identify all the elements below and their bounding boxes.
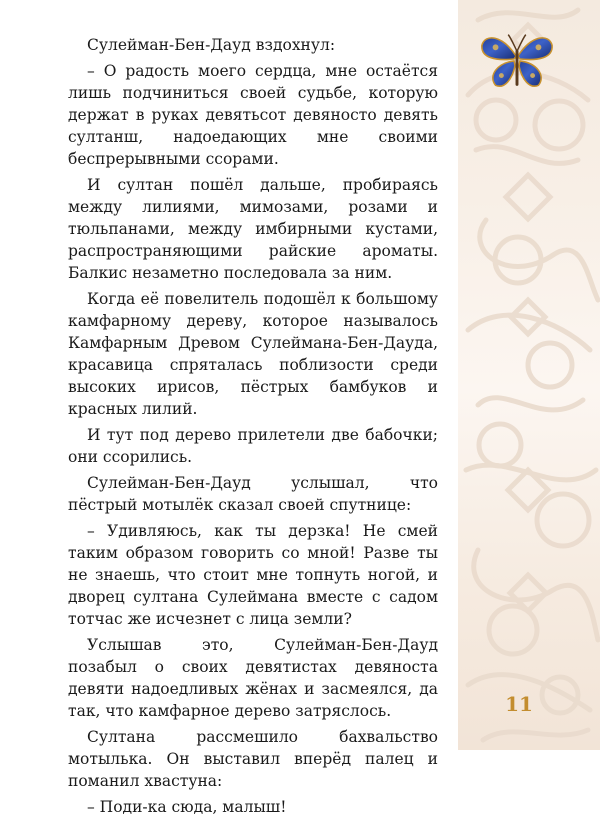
paragraph-10: – Поди-ка сюда, малыш! (87, 798, 287, 816)
paragraph-7: – Удивляюсь, как ты дерзка! Не смей таким образом говорить со мной! Разве ты не знаешь, что стоит мне топнуть ногой, и дворец султана Сулеймана вместе с садом тотчас же исчезнет с лица земли? (68, 522, 438, 628)
paragraph-9: Султана рассмешило бахвальство мотылька. Он выставил вперёд палец и поманил хвастуна: (68, 728, 438, 790)
paragraph-6: Сулейман-Бен-Дауд услышал, что пёстрый мотылёк сказал своей спутнице: (68, 474, 438, 514)
paragraph-5: И тут под дерево прилетели две бабочки; они ссорились. (68, 426, 438, 466)
paragraph-3: И султан пошёл дальше, пробираясь между лилиями, мимозами, розами и тюльпанами, между имбирными кустами, распространяющими райские ароматы. Балкис незаметно последовала за ним. (68, 176, 438, 282)
page-number: 11 (505, 692, 533, 716)
butterfly-icon (478, 28, 556, 90)
paragraph-2: – О радость моего сердца, мне остаётся лишь подчиниться своей судьбе, которую держат в руках девятьсот девяносто девять султанш, надоедающих мне своими беспрерывными ссорами. (68, 62, 438, 168)
page-body-text (68, 34, 438, 822)
paragraph-1: Сулейман-Бен-Дауд вздохнул: (87, 36, 336, 54)
ornament-pattern-icon (458, 0, 600, 750)
paragraph-4: Когда её повелитель подошёл к большому камфарному дереву, которое называлось Камфарным Древом Сулеймана-Бен-Дауда, красавица спряталась поблизости среди высоких ирисов, пёстрых бамбуков и красных лилий. (68, 290, 438, 418)
paragraph-8: Услышав это, Сулейман-Бен-Дауд позабыл о своих девятистах девяноста девяти надоедливых жёнах и засмеялся, да так, что камфарное дерево затряслось. (68, 636, 438, 720)
ornamental-border-panel (458, 0, 600, 750)
